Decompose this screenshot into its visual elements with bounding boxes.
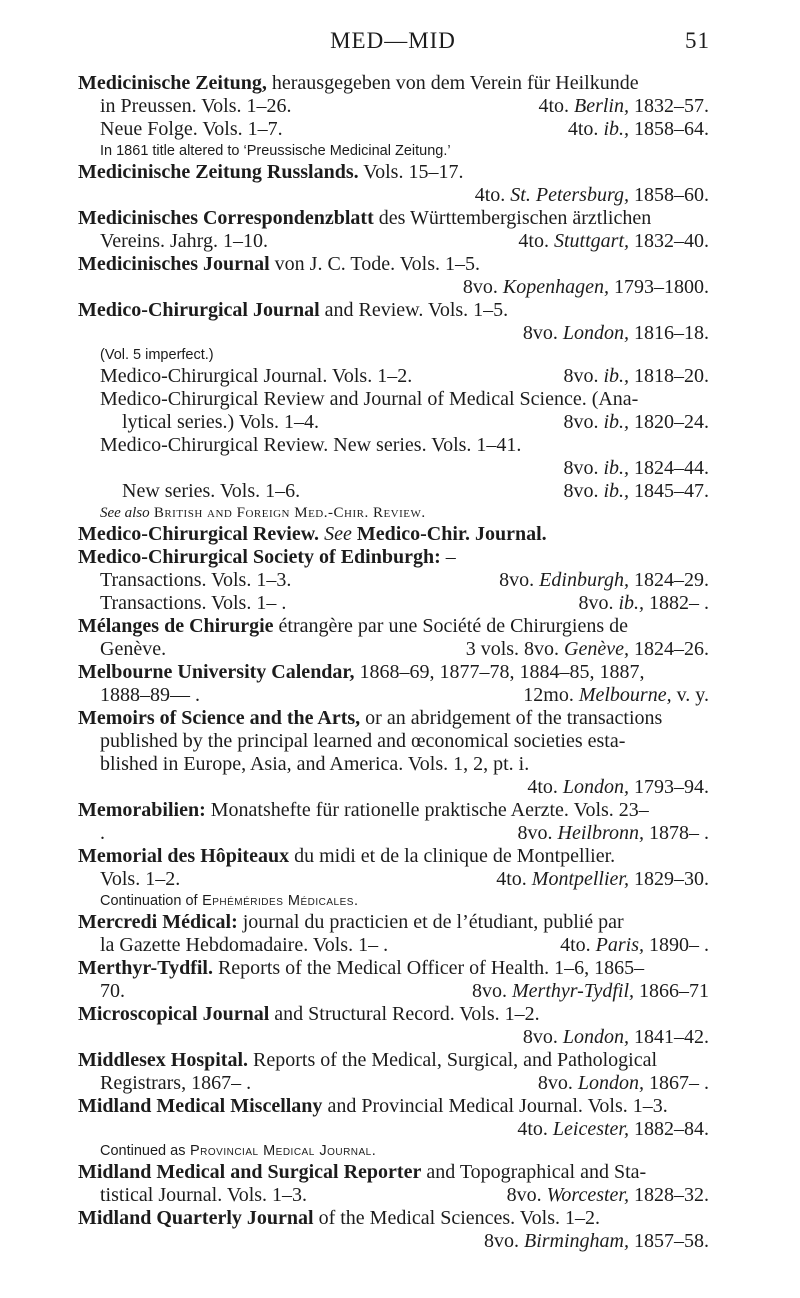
entry-line: Middlesex Hospital. Reports of the Medical, Surgical, and Pathological: [78, 1049, 657, 1071]
entry-line: Microscopical Journal and Structural Record. Vols. 1–2.: [78, 1003, 540, 1025]
page-number: 51: [685, 28, 710, 53]
entry-line: Medicinisches Journal von J. C. Tode. Vols. 1–5.: [78, 253, 480, 275]
entry-line: 4to. St. Petersburg, 1858–60.: [474, 184, 709, 206]
entry-line: Memoirs of Science and the Arts, or an abridgement of the transactions: [78, 707, 663, 729]
entry-line: tistical Journal. Vols. 1–3. 8vo. Worcester, 1828–32.: [100, 1184, 709, 1206]
entry-line: 4to. London, 1793–94.: [527, 776, 709, 798]
entry-line: Medico-Chirurgical Journal. Vols. 1–2. 8vo. ib., 1818–20.: [100, 365, 709, 387]
entry-line: . 8vo. Heilbronn, 1878– .: [100, 822, 709, 844]
entry-line: 70. 8vo. Merthyr-Tydfil, 1866–71: [100, 980, 709, 1002]
entry-line: Vols. 1–2. 4to. Montpellier, 1829–30.: [100, 868, 709, 890]
entry-line: Medico-Chirurgical Review. New series. Vols. 1–41.: [100, 434, 522, 456]
entry-line: 8vo. Kopenhagen, 1793–1800.: [462, 276, 709, 298]
entry-line: Medico-Chirurgical Review and Journal of Medical Science. (Ana-: [100, 388, 639, 410]
entry-line: lytical series.) Vols. 1–4. 8vo. ib., 1820–24.: [122, 411, 709, 433]
entry-line: Mercredi Médical: journal du practicien et de l’étudiant, publié par: [78, 911, 624, 933]
entry-line: published by the principal learned and œconomical societies esta-: [100, 730, 626, 752]
entry-line: Medicinische Zeitung Russlands. Vols. 15–17.: [78, 161, 464, 183]
entry-line: Midland Medical and Surgical Reporter and Topographical and Sta-: [78, 1161, 647, 1183]
entry-line: la Gazette Hebdomadaire. Vols. 1– . 4to. Paris, 1890– .: [100, 934, 709, 956]
entry-line: Merthyr-Tydfil. Reports of the Medical Officer of Health. 1–6, 1865–: [78, 957, 645, 979]
entry-line: Transactions. Vols. 1– . 8vo. ib., 1882– .: [100, 592, 709, 614]
entry-line: Medicinisches Correspondenzblatt des Württembergischen ärztlichen: [78, 207, 652, 229]
entry-line: New series. Vols. 1–6. 8vo. ib., 1845–47.: [122, 480, 709, 502]
entry-line: Midland Quarterly Journal of the Medical Sciences. Vols. 1–2.: [78, 1207, 601, 1229]
running-header: [76, 28, 710, 58]
entry-line: Mélanges de Chirurgie étrangère par une Société de Chirurgiens de: [78, 615, 629, 637]
entry-line: Transactions. Vols. 1–3. 8vo. Edinburgh, 1824–29.: [100, 569, 709, 591]
entry-line: Memorial des Hôpiteaux du midi et de la clinique de Montpellier.: [78, 845, 616, 867]
entry-line: Registrars, 1867– . 8vo. London, 1867– .: [100, 1072, 709, 1094]
entry-line: Medico-Chirurgical Journal and Review. Vols. 1–5.: [78, 299, 509, 321]
entry-line: Memorabilien: Monatshefte für rationelle praktische Aerzte. Vols. 23–: [78, 799, 649, 821]
entry-note: (Vol. 5 imperfect.): [100, 347, 214, 363]
entry-line: 8vo. London, 1816–18.: [522, 322, 709, 344]
entry-line: in Preussen. Vols. 1–26. 4to. Berlin, 1832–57.: [100, 95, 709, 117]
entry-line: Neue Folge. Vols. 1–7. 4to. ib., 1858–64.: [100, 118, 709, 140]
catalogue-entries: [78, 72, 709, 1253]
entry-note: Continuation of Ephémérides Médicales.: [100, 893, 359, 909]
entry-line: blished in Europe, Asia, and America. Vols. 1, 2, pt. i.: [100, 753, 530, 775]
entry-line: Vereins. Jahrg. 1–10. 4to. Stuttgart, 1832–40.: [100, 230, 709, 252]
entry-line: Medico-Chirurgical Review. See Medico-Chir. Journal.: [78, 523, 547, 545]
entry-note: See also British and Foreign Med.-Chir. Review.: [100, 505, 426, 521]
entry-line: Midland Medical Miscellany and Provincial Medical Journal. Vols. 1–3.: [78, 1095, 668, 1117]
page-title: MED—MID: [330, 28, 456, 53]
entry-line: Medico-Chirurgical Society of Edinburgh: –: [78, 546, 456, 568]
entry-line: Melbourne University Calendar, 1868–69, 1877–78, 1884–85, 1887,: [78, 661, 645, 683]
entry-line: 4to. Leicester, 1882–84.: [517, 1118, 709, 1140]
entry-note: Continued as Provincial Medical Journal.: [100, 1143, 377, 1159]
entry-line: Genève. 3 vols. 8vo. Genève, 1824–26.: [100, 638, 709, 660]
entry-line: Medicinische Zeitung, herausgegeben von dem Verein für Heilkunde: [78, 72, 639, 94]
entry-note: In 1861 title altered to ‘Preussische Medicinal Zeitung.’: [100, 143, 451, 159]
entry-line: 8vo. ib., 1824–44.: [563, 457, 709, 479]
entry-line: 1888–89— . 12mo. Melbourne, v. y.: [100, 684, 709, 706]
entry-line: 8vo. Birmingham, 1857–58.: [484, 1230, 709, 1252]
entry-line: 8vo. London, 1841–42.: [522, 1026, 709, 1048]
